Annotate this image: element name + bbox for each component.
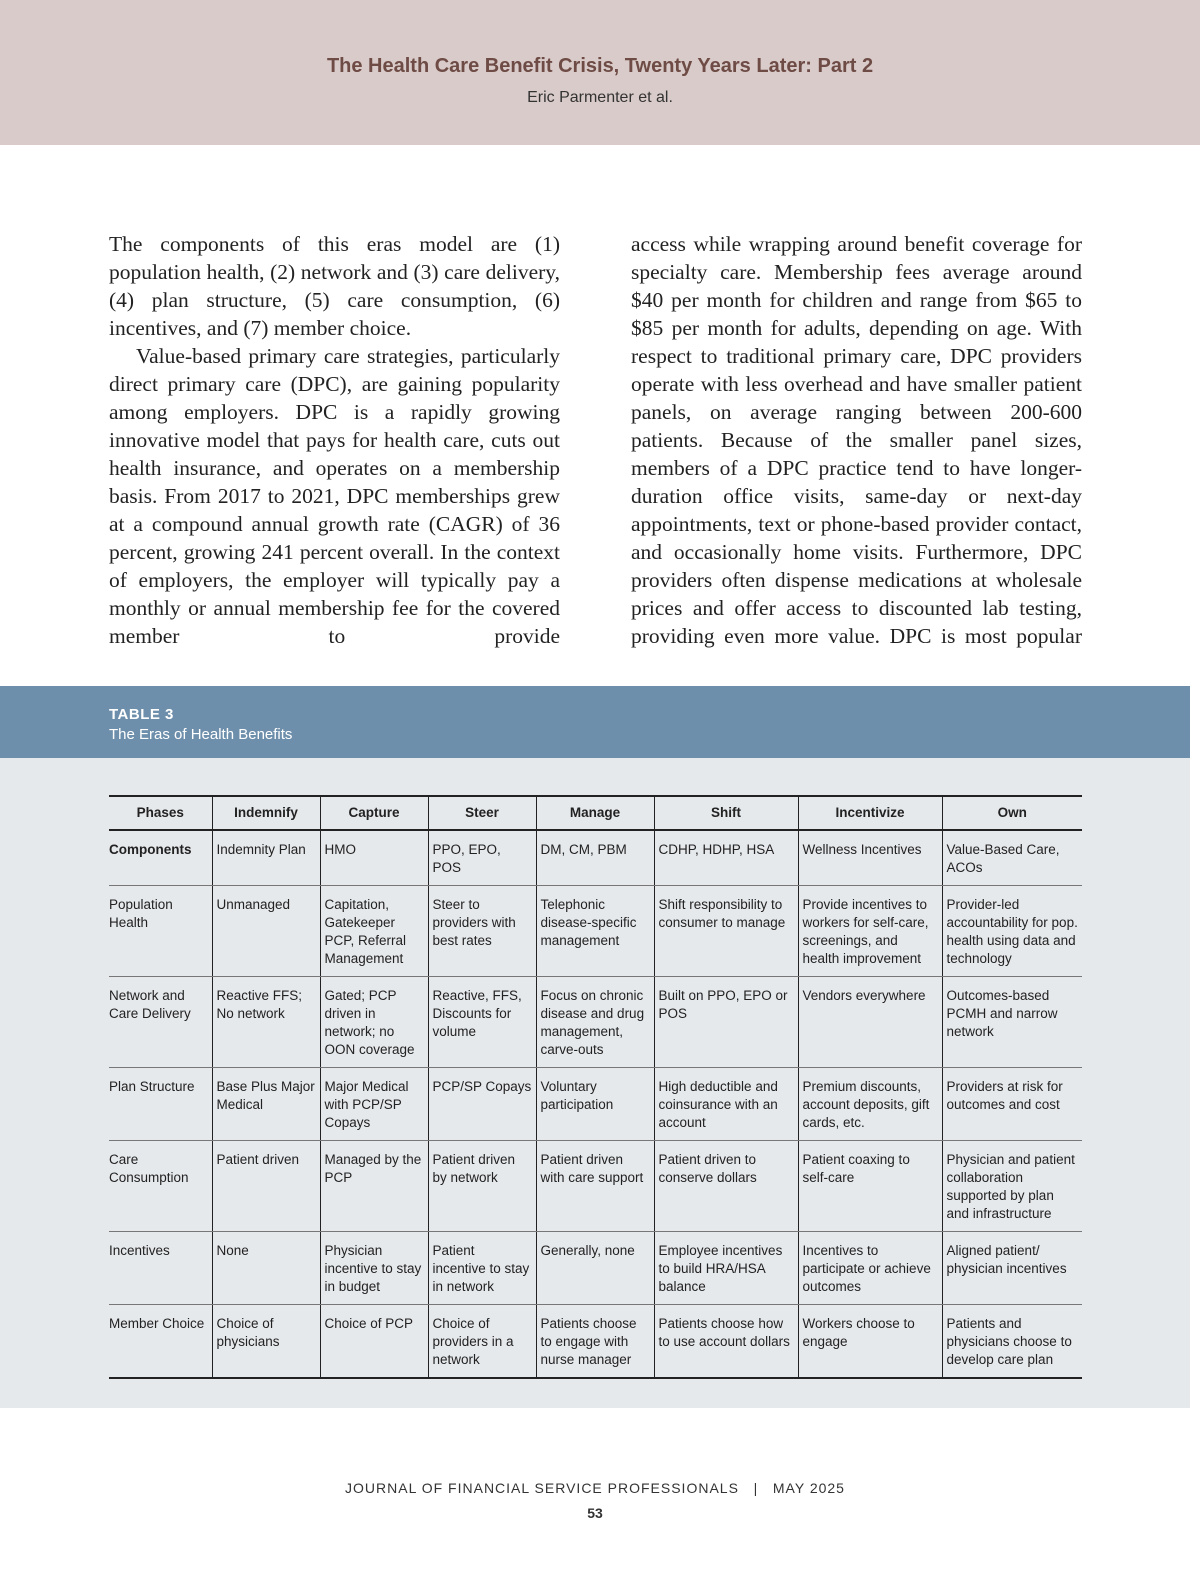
row-header: Population Health xyxy=(109,886,212,977)
body-paragraph: access while wrapping around benefit coverage for specialty care. Membership fees average around $40 per month for children and range from $65 to $85 per month for adults, depending on age. With respect to traditional primary care, DPC providers operate with less overhead and have smaller patient panels, on average ranging between 200-600 patients. Because of the smaller panel sizes, members of a DPC practice tend to have longer-duration office visits, same-day or next-day appointments, text or phone-based provider contact, and occasionally home visits. Furthermore, DPC providers often dispense medications at wholesale prices and offer access to discounted lab testing, providing even more value. DPC is most popular xyxy=(631,232,1082,648)
row-header: Care Consumption xyxy=(109,1141,212,1232)
table-row xyxy=(109,1305,1082,1379)
table-cell: Reactive FFS; No network xyxy=(212,977,320,1068)
table-row xyxy=(109,1141,1082,1232)
table-cell: Choice of providers in a network xyxy=(428,1305,536,1379)
footer-journal: JOURNAL OF FINANCIAL SERVICE PROFESSIONALS | MAY 2025 xyxy=(345,1480,845,1496)
table-cell: High deductible and coinsurance with an account xyxy=(654,1068,798,1141)
row-header: Member Choice xyxy=(109,1305,212,1379)
table-cell: Physician and patient collaboration supported by plan and infrastructure xyxy=(942,1141,1082,1232)
table-cell: Shift responsibility to consumer to manage xyxy=(654,886,798,977)
table-cell: Voluntary participation xyxy=(536,1068,654,1141)
table-cell: Workers choose to engage xyxy=(798,1305,942,1379)
table-cell: Focus on chronic disease and drug management, carve-outs xyxy=(536,977,654,1068)
table-cell: DM, CM, PBM xyxy=(536,830,654,886)
column-header: Shift xyxy=(654,796,798,830)
table-cell: Premium discounts, account deposits, gift cards, etc. xyxy=(798,1068,942,1141)
table-cell: Gated; PCP driven in network; no OON coverage xyxy=(320,977,428,1068)
column-header: Phases xyxy=(109,796,212,830)
table-title: The Eras of Health Benefits xyxy=(109,726,293,743)
table-cell: Telephonic disease-specific management xyxy=(536,886,654,977)
table-cell: Managed by the PCP xyxy=(320,1141,428,1232)
table-cell: Indemnity Plan xyxy=(212,830,320,886)
row-header: Incentives xyxy=(109,1232,212,1305)
table-cell: PPO, EPO, POS xyxy=(428,830,536,886)
running-header xyxy=(0,0,1200,145)
table-row xyxy=(109,1068,1082,1141)
table-cell: Major Medical with PCP/SP Copays xyxy=(320,1068,428,1141)
table-cell: PCP/SP Copays xyxy=(428,1068,536,1141)
row-header: Network and Care Delivery xyxy=(109,977,212,1068)
table-cell: Unmanaged xyxy=(212,886,320,977)
table-cell: Patient driven with care support xyxy=(536,1141,654,1232)
table-cell: Wellness Incentives xyxy=(798,830,942,886)
table-header-row xyxy=(109,796,1082,830)
table-caption-band xyxy=(0,686,1190,758)
table-cell: Employee incentives to build HRA/HSA balance xyxy=(654,1232,798,1305)
table-cell: Built on PPO, EPO or POS xyxy=(654,977,798,1068)
table-cell: Provide incentives to workers for self-care, screenings, and health improvement xyxy=(798,886,942,977)
body-paragraph: Value-based primary care strategies, particularly direct primary care (DPC), are gaining popularity among employers. DPC is a rapidly growing innovative model that pays for health care, cuts out health insurance, and operates on a membership basis. From 2017 to 2021, DPC memberships grew at a compound annual growth rate (CAGR) of 36 percent, growing 241 percent overall. In the context of employers, the employer will typically pay a monthly or annual membership fee for the covered member to provide xyxy=(109,344,560,648)
table-cell: Patients choose how to use account dollars xyxy=(654,1305,798,1379)
table-cell: Patients and physicians choose to develop care plan xyxy=(942,1305,1082,1379)
table-cell: Physician incentive to stay in budget xyxy=(320,1232,428,1305)
row-header: Components xyxy=(109,830,212,886)
table-cell: Patient incentive to stay in network xyxy=(428,1232,536,1305)
table-cell: Incentives to participate or achieve outcomes xyxy=(798,1232,942,1305)
body-column-left xyxy=(109,230,560,650)
table-cell: Choice of PCP xyxy=(320,1305,428,1379)
article-author: Eric Parmenter et al. xyxy=(527,89,673,106)
table-cell: Generally, none xyxy=(536,1232,654,1305)
table-cell: Base Plus Major Medical xyxy=(212,1068,320,1141)
table-cell: Choice of physicians xyxy=(212,1305,320,1379)
table-row xyxy=(109,830,1082,886)
page-number: 53 xyxy=(587,1505,603,1521)
table-number: TABLE 3 xyxy=(109,706,174,723)
column-header: Capture xyxy=(320,796,428,830)
eras-table xyxy=(109,795,1082,1379)
table-cell: Patients choose to engage with nurse manager xyxy=(536,1305,654,1379)
body-paragraph: The components of this eras model are (1) population health, (2) network and (3) care delivery, (4) plan structure, (5) care consumption, (6) incentives, and (7) member choice. xyxy=(109,232,560,340)
table-cell: Capitation, Gatekeeper PCP, Referral Management xyxy=(320,886,428,977)
table-cell: Value-Based Care, ACOs xyxy=(942,830,1082,886)
row-header: Plan Structure xyxy=(109,1068,212,1141)
column-header: Indemnify xyxy=(212,796,320,830)
table-row xyxy=(109,886,1082,977)
table-cell: Vendors everywhere xyxy=(798,977,942,1068)
table-cell: Patient driven xyxy=(212,1141,320,1232)
table-row xyxy=(109,1232,1082,1305)
table-cell: Patient coaxing to self-care xyxy=(798,1141,942,1232)
table-cell: None xyxy=(212,1232,320,1305)
table-row xyxy=(109,977,1082,1068)
table-cell: Outcomes-based PCMH and narrow network xyxy=(942,977,1082,1068)
table-cell: Providers at risk for outcomes and cost xyxy=(942,1068,1082,1141)
table-cell: Reactive, FFS, Discounts for volume xyxy=(428,977,536,1068)
column-header: Own xyxy=(942,796,1082,830)
table-cell: Provider-led accountability for pop. health using data and technology xyxy=(942,886,1082,977)
table-cell: Aligned patient/ physician incentives xyxy=(942,1232,1082,1305)
article-title: The Health Care Benefit Crisis, Twenty Years Later: Part 2 xyxy=(326,55,874,77)
table-cell: CDHP, HDHP, HSA xyxy=(654,830,798,886)
column-header: Incentivize xyxy=(798,796,942,830)
table-cell: Patient driven by network xyxy=(428,1141,536,1232)
table-cell: Steer to providers with best rates xyxy=(428,886,536,977)
body-column-right xyxy=(631,230,1082,650)
table-cell: Patient driven to conserve dollars xyxy=(654,1141,798,1232)
table-cell: HMO xyxy=(320,830,428,886)
column-header: Manage xyxy=(536,796,654,830)
column-header: Steer xyxy=(428,796,536,830)
